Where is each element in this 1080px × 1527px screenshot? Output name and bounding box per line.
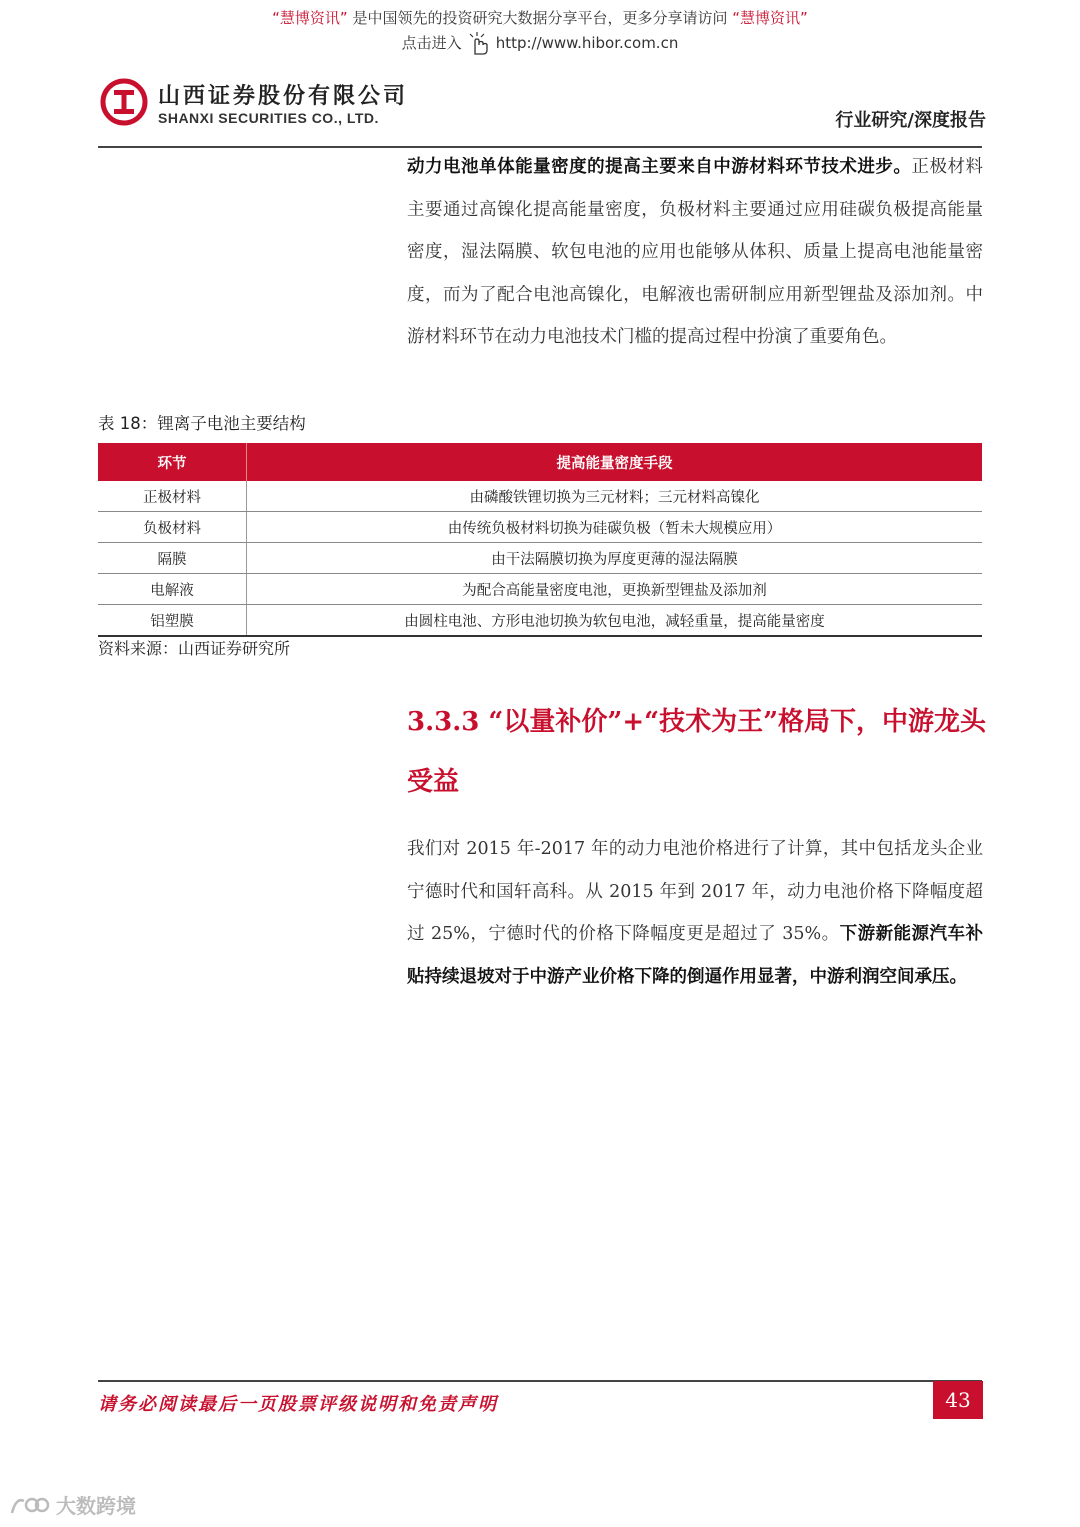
promo-line-1 (0, 6, 1080, 30)
battery-structure-table (98, 443, 982, 637)
table-cell-stage: 铝塑膜 (98, 605, 247, 637)
company-name-cn: 山西证券股份有限公司 (158, 82, 409, 109)
report-type-label: 行业研究/深度报告 (835, 110, 986, 131)
table-cell-method: 由磷酸铁锂切换为三元材料；三元材料高镍化 (247, 481, 983, 512)
table-cell-stage: 隔膜 (98, 543, 247, 574)
watermark-text: 大数跨境 (56, 1494, 136, 1518)
table-row (98, 605, 982, 637)
pointer-hand-icon (466, 30, 492, 56)
table-source: 资料来源：山西证券研究所 (98, 639, 291, 658)
body-paragraph-2 (407, 828, 983, 998)
table-caption: 表 18：锂离子电池主要结构 (98, 414, 306, 433)
table-row (98, 512, 982, 543)
table-header-row (98, 443, 982, 481)
table-cell-stage: 正极材料 (98, 481, 247, 512)
table-row (98, 574, 982, 605)
company-name-en: SHANXI SECURITIES CO., LTD. (158, 109, 379, 126)
page-number: 43 (933, 1381, 983, 1419)
table-cell-stage: 负极材料 (98, 512, 247, 543)
section-heading: 3.3.3 “以量补价”+“技术为王”格局下，中游龙头受益 (407, 707, 987, 797)
body-paragraph-1 (407, 146, 983, 359)
promo-brand-2: “慧博资讯” (732, 9, 808, 27)
para2-bold-conclusion: 下游新能源汽车补贴持续退坡对于中游产业价格下降的倒逼作用显著，中游利润空间承压。 (407, 924, 983, 987)
table-cell-method: 由传统负极材料切换为硅碳负极（暂未大规模应用） (247, 512, 983, 543)
disclaimer-notice: 请务必阅读最后一页股票评级说明和免责声明 (98, 1394, 498, 1415)
table-row (98, 543, 982, 574)
promo-text: 是中国领先的投资研究大数据分享平台，更多分享请访问 (352, 9, 728, 27)
watermark-logo-icon (8, 1491, 50, 1519)
table-header-stage: 环节 (98, 443, 247, 481)
table-cell-method: 由圆柱电池、方形电池切换为软包电池，减轻重量，提高能量密度 (247, 605, 983, 637)
company-logo-icon (100, 78, 148, 126)
para2-text: 我们对 2015 年-2017 年的动力电池价格进行了计算，其中包括龙头企业宁德时代和国轩高科。从 2015 年到 2017 年，动力电池价格下降幅度超过 25%，宁德时代的价格下降幅度更是超过了 35%。 (407, 839, 983, 944)
promo-click-label[interactable]: 点击进入 (401, 34, 462, 52)
company-logo (100, 78, 408, 126)
table-cell-method: 由干法隔膜切换为厚度更薄的湿法隔膜 (247, 543, 983, 574)
table-cell-stage: 电解液 (98, 574, 247, 605)
watermark (8, 1490, 136, 1519)
company-name (158, 79, 408, 126)
table-cell-method: 为配合高能量密度电池，更换新型锂盐及添加剂 (247, 574, 983, 605)
promo-line-2[interactable] (0, 30, 1080, 56)
table-row (98, 481, 982, 512)
footer-divider (98, 1380, 982, 1382)
promo-banner (0, 6, 1080, 56)
promo-url-link[interactable]: http://www.hibor.com.cn (495, 34, 679, 52)
table-header-method: 提高能量密度手段 (247, 443, 983, 481)
para1-text: 正极材料主要通过高镍化提高能量密度，负极材料主要通过应用硅碳负极提高能量密度，湿法隔膜、软包电池的应用也能够从体积、质量上提高电池能量密度，而为了配合电池高镍化，电解液也需研制应用新型锂盐及添加剂。中游材料环节在动力电池技术门槛的提高过程中扮演了重要角色。 (407, 157, 984, 347)
para1-bold-lead: 动力电池单体能量密度的提高主要来自中游材料环节技术进步。 (407, 157, 912, 177)
promo-brand-1: “慧博资讯” (272, 9, 348, 27)
